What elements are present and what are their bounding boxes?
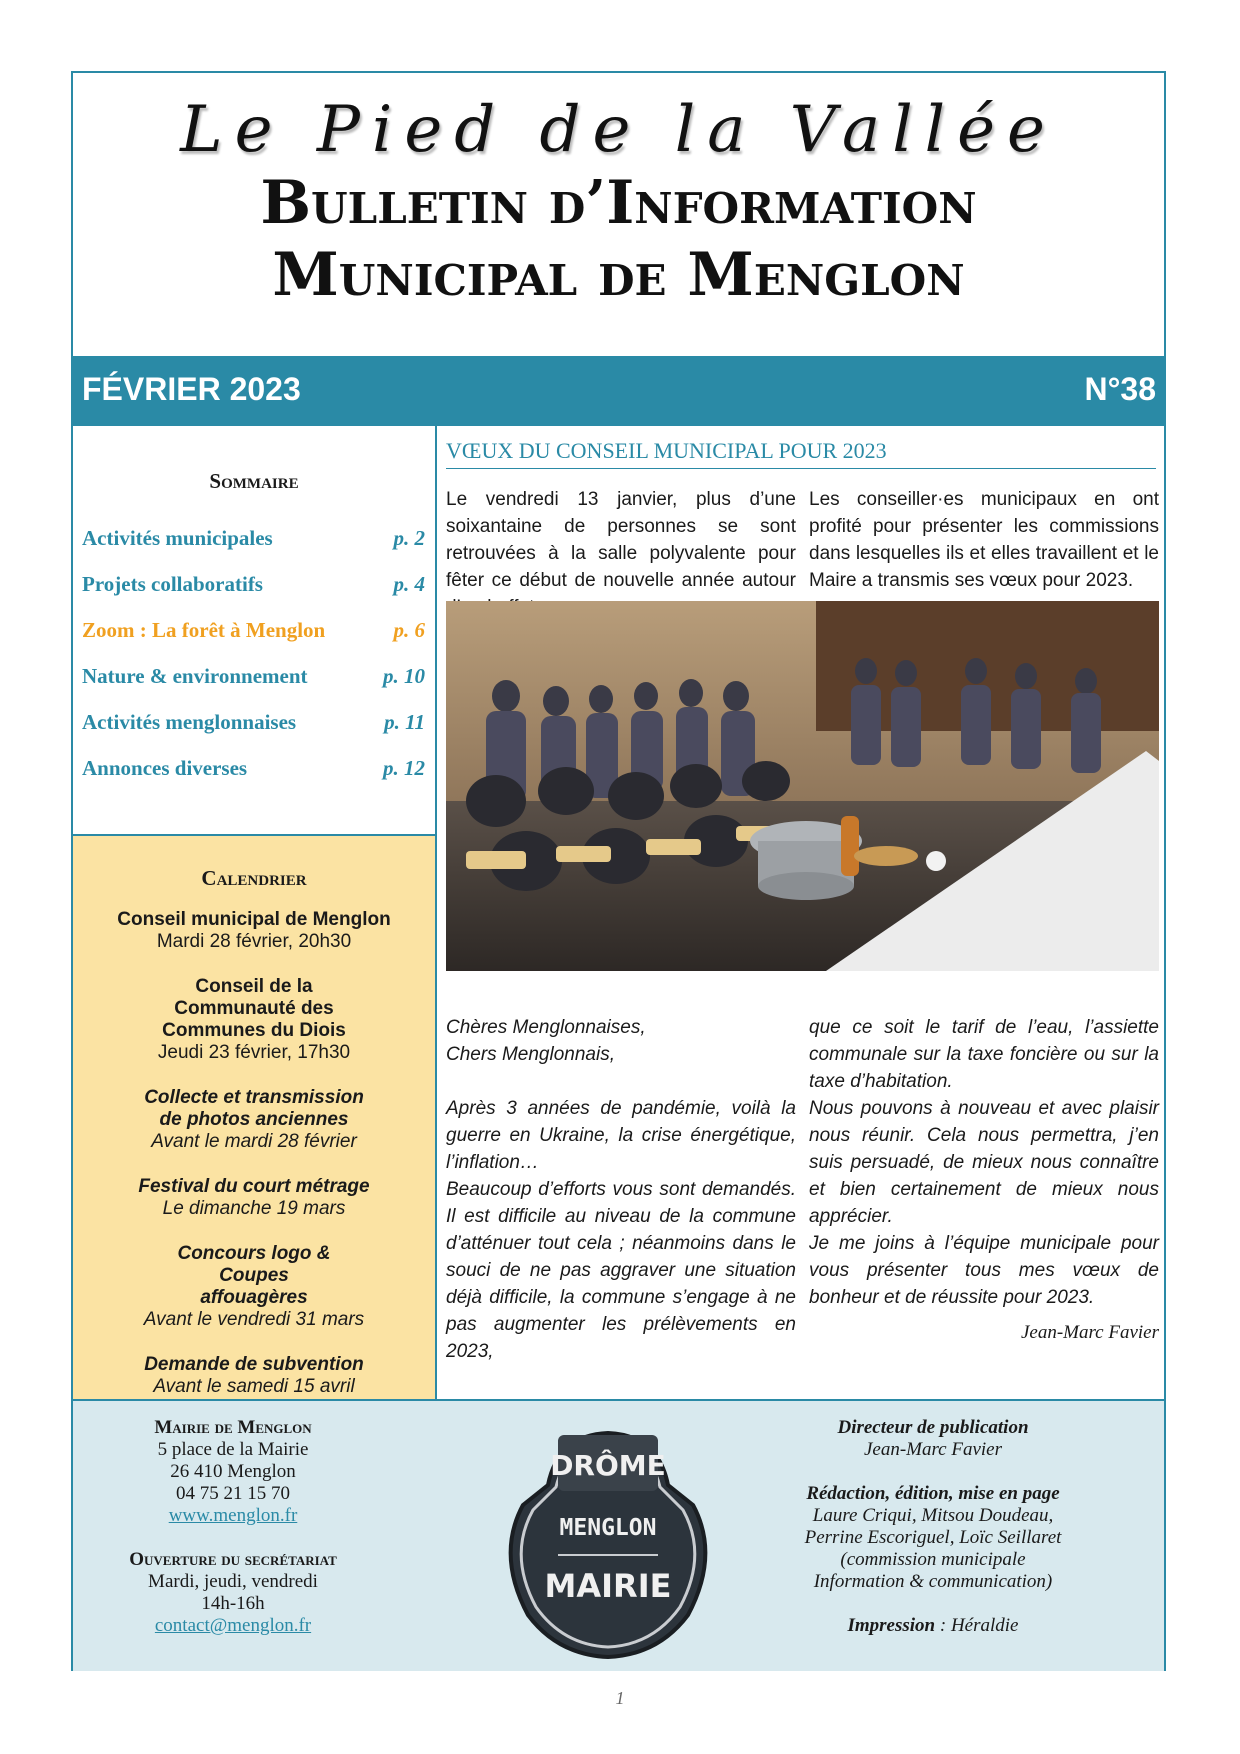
toc-item-label: Activités municipales	[82, 526, 273, 550]
mairie-heading: Mairie de Menglon	[154, 1417, 312, 1438]
letter-paragraph: Beaucoup d’efforts vous sont demandés. Il est difficile au niveau de la commune d’atténuer tout cela ; néanmoins dans le souci de ne pas aggraver une situation déjà difficile, la commune s’engage à ne pas augmenter les prélèvements en 2023,	[446, 1179, 796, 1362]
toc-item[interactable]	[73, 710, 435, 756]
event-photo	[446, 601, 1159, 971]
letter-left-column	[446, 1014, 796, 1365]
letter-right-column	[809, 1014, 1159, 1346]
letter-paragraph: que ce soit le tarif de l’eau, l’assiette communale sur la taxe foncière ou sur la taxe d’habitation.	[809, 1017, 1159, 1092]
article-title: VŒUX DU CONSEIL MUNICIPAL POUR 2023	[446, 438, 1156, 469]
calendar-event	[73, 1176, 435, 1220]
page-number: 1	[615, 1688, 625, 1708]
toc-item-page: p. 11	[384, 710, 425, 734]
toc-item-label: Projets collaboratifs	[82, 572, 263, 596]
issue-band	[73, 356, 1164, 426]
signature: Jean-Marc Favier	[1020, 1322, 1159, 1343]
toc-item[interactable]	[73, 756, 435, 802]
calendar-event	[73, 976, 435, 1064]
toc-item[interactable]	[73, 664, 435, 710]
calendar-panel	[73, 836, 437, 1399]
calendar-event	[73, 1087, 435, 1153]
toc-item-page: p. 6	[393, 618, 425, 642]
calendar-event	[73, 909, 435, 953]
bulletin-subtitle-1: Bulletin d’Information	[260, 168, 977, 238]
email-link[interactable]: contact@menglon.fr	[154, 1615, 312, 1636]
event-date: Mardi 28 février, 20h30	[156, 931, 352, 952]
toc-item-page: p. 12	[383, 756, 425, 780]
event-title: Conseil de la Communauté des Communes du Diois	[162, 976, 346, 1041]
printer-name: : Héraldie	[935, 1615, 1019, 1636]
toc-heading: Sommaire	[209, 469, 299, 493]
footer	[73, 1399, 1164, 1671]
event-title: Concours logo & Coupes affouagères	[177, 1243, 331, 1308]
letter-greeting-1: Chères Menglonnaises,	[446, 1017, 646, 1038]
intro-left: Le vendredi 13 janvier, plus d’une soixantaine de personnes se sont retrouvées à la salle polyvalente pour fêter ce début de nouvelle année autour	[446, 489, 796, 591]
event-date: Avant le vendredi 31 mars	[143, 1309, 365, 1330]
plaque-text-mairie: MAIRIE	[544, 1567, 672, 1605]
director-name: Jean-Marc Favier	[863, 1439, 1003, 1460]
toc-item-label: Nature & environnement	[82, 664, 308, 688]
table-of-contents	[73, 426, 437, 836]
editors-line: Perrine Escoriguel, Loïc Seillaret	[804, 1527, 1062, 1548]
event-title: Demande de subvention	[144, 1354, 364, 1375]
toc-item-page: p. 10	[383, 664, 425, 688]
event-date: Jeudi 23 février, 17h30	[157, 1042, 351, 1063]
phone-number: 04 75 21 15 70	[176, 1483, 290, 1504]
hours-heading: Ouverture du secrétariat	[129, 1549, 337, 1570]
event-title: Conseil municipal de Menglon	[117, 909, 391, 930]
intro-right: Les conseiller·es municipaux en ont profité pour présenter les commissions dans lesquelles ils et elles travaillent et le Maire a transmis ses vœux pour 2023.	[809, 489, 1159, 591]
issue-number: N°38	[1084, 371, 1156, 407]
editors-line: Laure Criqui, Mitsou Doudeau,	[812, 1505, 1054, 1526]
article-area	[439, 426, 1166, 1399]
letter-greeting-2: Chers Menglonnais,	[446, 1044, 615, 1065]
letter-paragraph: Après 3 années de pandémie, voilà la guerre en Ukraine, la crise énergétique, l’inflation…	[446, 1098, 796, 1173]
toc-item[interactable]	[73, 572, 435, 618]
mairie-contact	[73, 1417, 393, 1637]
address-line: 5 place de la Mairie	[157, 1439, 309, 1460]
bulletin-subtitle-2: Municipal de Menglon	[272, 240, 965, 310]
editorial-heading: Rédaction, édition, mise en page	[806, 1483, 1060, 1504]
print-heading: Impression	[847, 1615, 936, 1636]
publication-credits	[753, 1417, 1113, 1637]
issue-date: FÉVRIER 2023	[82, 371, 301, 407]
calendar-heading: Calendrier	[201, 866, 307, 890]
event-title: Collecte et transmission de photos anciennes	[144, 1087, 364, 1130]
toc-item-page: p. 4	[393, 572, 425, 596]
opening-days: Mardi, jeudi, vendredi	[148, 1571, 318, 1592]
page-frame	[71, 71, 1166, 1671]
toc-item-page: p. 2	[393, 526, 425, 550]
event-title: Festival du court métrage	[138, 1176, 370, 1197]
plaque-text-menglon: MENGLON	[559, 1515, 657, 1541]
event-date: Avant le samedi 15 avril	[153, 1376, 355, 1397]
website-link[interactable]: www.menglon.fr	[168, 1505, 298, 1526]
calendar-event	[73, 1354, 435, 1398]
address-line: 26 410 Menglon	[170, 1461, 296, 1482]
editors-line: Information & communication)	[813, 1571, 1053, 1592]
toc-item[interactable]	[73, 526, 435, 572]
mairie-plaque-image	[488, 1415, 728, 1663]
toc-item-label: Annonces diverses	[82, 756, 248, 780]
editors-line: (commission municipale	[840, 1549, 1026, 1570]
toc-item-label: Activités menglonnaises	[82, 710, 297, 734]
letter-paragraph: Nous pouvons à nouveau et avec plaisir nous réunir. Cela nous permettra, j’en suis persuadé, de mieux nous connaître et bien certainement de mieux nous apprécier.	[809, 1098, 1159, 1227]
event-date: Avant le mardi 28 février	[151, 1131, 357, 1152]
letter-paragraph: Je me joins à l’équipe municipale pour vous présenter tous mes vœux de bonheur et de réussite pour 2023.	[809, 1233, 1159, 1308]
director-heading: Directeur de publication	[837, 1417, 1029, 1438]
opening-hours: 14h-16h	[201, 1593, 265, 1614]
toc-item-highlighted[interactable]	[73, 618, 435, 664]
bulletin-title: Le Pied de la Vallée	[180, 93, 1057, 167]
toc-item-label: Zoom : La forêt à Menglon	[82, 618, 326, 642]
plaque-text-drome: DRÔME	[550, 1449, 666, 1482]
masthead	[73, 73, 1164, 356]
calendar-event	[73, 1243, 435, 1331]
event-date: Le dimanche 19 mars	[162, 1198, 346, 1219]
